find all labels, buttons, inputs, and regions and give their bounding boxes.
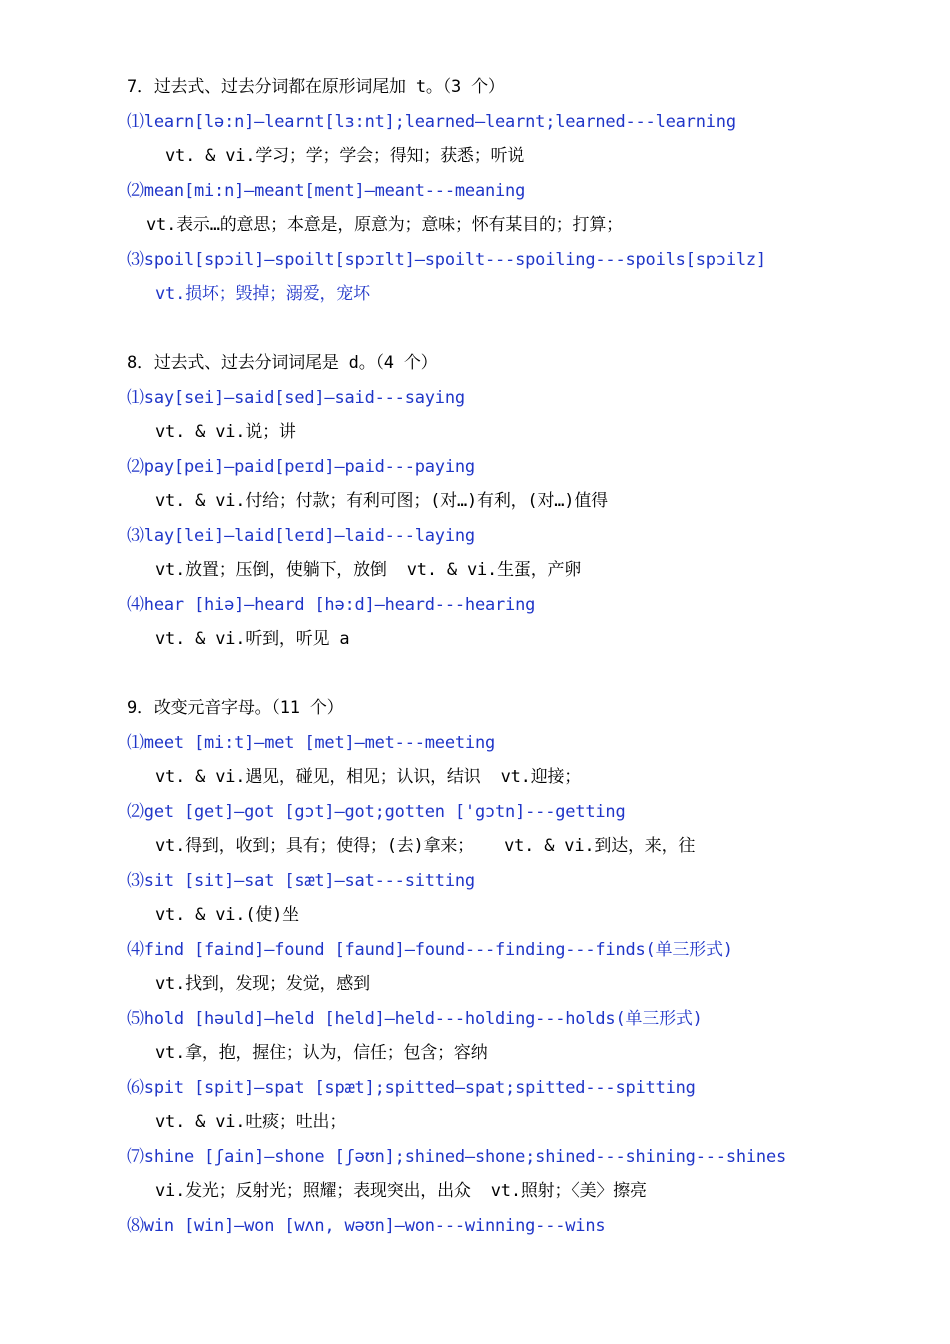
word-meaning: vt.得到，收到；具有；使得；(去)拿来； vt. & vi.到达，来，往 [155, 836, 696, 856]
word-entry: ⑵get [get]—got [gɔt]—got;gotten ['gɔtn]---getting [127, 802, 626, 822]
word-meaning: vt.找到，发现；发觉，感到 [155, 974, 370, 994]
word-entry: ⑴learn[lə:n]—learnt[lɜ:nt];learned—learnt;learned---learning [127, 112, 736, 132]
word-entry: ⑶sit [sit]—sat [sæt]—sat---sitting [127, 871, 475, 891]
section-heading: 7．过去式、过去分词都在原形词尾加 t。（3 个） [127, 77, 505, 97]
word-entry: ⑷find [faind]—found [faund]—found---finding---finds(单三形式) [127, 940, 733, 960]
word-entry: ⑶lay[lei]—laid[leɪd]—laid---laying [127, 526, 475, 546]
word-entry: ⑹spit [spit]—spat [spæt];spitted—spat;spitted---spitting [127, 1078, 696, 1098]
word-entry: ⑴say[sei]—said[sed]—said---saying [127, 388, 465, 408]
word-meaning: vt.损坏；毁掉；溺爱，宠坏 [155, 284, 370, 304]
word-entry: ⑻win [win]—won [wʌn, wəʊn]—won---winning---wins [127, 1216, 606, 1236]
word-entry: ⑵pay[pei]—paid[peɪd]—paid---paying [127, 457, 475, 477]
word-entry: ⑺shine [ʃain]—shone [ʃəʊn];shined—shone;shined---shining---shines [127, 1147, 787, 1167]
word-meaning: vt.放置；压倒，使躺下，放倒 vt. & vi.生蛋，产卵 [155, 560, 582, 580]
word-meaning: vi.发光；反射光；照耀；表现突出，出众 vt.照射；〈美〉擦亮 [155, 1181, 647, 1201]
word-entry: ⑸hold [həuld]—held [held]—held---holding---holds(单三形式) [127, 1009, 703, 1029]
word-meaning: vt. & vi.听到，听见 a [155, 629, 350, 649]
word-meaning: vt. & vi.吐痰；吐出； [155, 1112, 347, 1132]
word-meaning: vt. & vi.付给；付款；有利可图；(对…)有利，(对…)值得 [155, 491, 608, 511]
word-entry: ⑴meet [mi:t]—met [met]—met---meeting [127, 733, 496, 753]
word-meaning: vt. & vi.学习；学；学会；得知；获悉；听说 [165, 146, 525, 166]
section-heading: 8．过去式、过去分词词尾是 d。（4 个） [127, 353, 438, 373]
word-meaning: vt. & vi.(使)坐 [155, 905, 299, 925]
word-entry: ⑵mean[mi:n]—meant[ment]—meant---meaning [127, 181, 526, 201]
word-meaning: vt.表示…的意思；本意是，原意为；意味；怀有某目的；打算； [146, 215, 623, 235]
word-entry: ⑷hear [hiə]—heard [hə:d]—heard---hearing [127, 595, 536, 615]
section-heading: 9．改变元音字母。（11 个） [127, 698, 344, 718]
word-entry: ⑶spoil[spɔil]—spoilt[spɔɪlt]—spoilt---spoiling---spoils[spɔilz] [127, 250, 766, 270]
word-meaning: vt. & vi.说；讲 [155, 422, 296, 442]
word-meaning: vt.拿，抱，握住；认为，信任；包含；容纳 [155, 1043, 488, 1063]
word-meaning: vt. & vi.遇见，碰见，相见；认识，结识 vt.迎接； [155, 767, 582, 787]
